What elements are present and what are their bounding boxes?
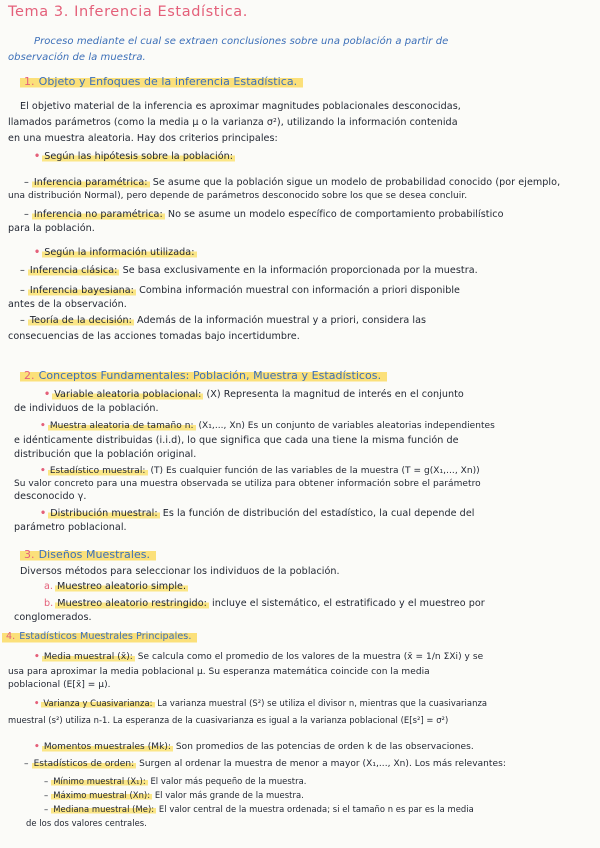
page-title: Tema 3. Inferencia Estadística. bbox=[8, 4, 248, 20]
est-line-2: Su valor concreto para una muestra observada se utiliza para obtener información sobre el parámetro bbox=[14, 479, 481, 489]
nonparam-line-1 bbox=[24, 209, 504, 221]
section-1-heading bbox=[20, 75, 303, 89]
section-4-title: Estadísticos Muestrales Principales. bbox=[19, 631, 192, 642]
dist-term: Distribución muestral: bbox=[50, 508, 158, 519]
media-term: Media muestral (x̄): bbox=[43, 652, 133, 662]
bullet-icon: • bbox=[40, 508, 47, 519]
dist-line-2: parámetro poblacional. bbox=[14, 522, 127, 533]
media-line-3: poblacional (E[x̄] = μ). bbox=[8, 680, 111, 690]
intro-line-1: Proceso mediante el cual se extraen conclusiones sobre una población a partir de bbox=[34, 36, 449, 47]
dash-icon: – bbox=[24, 177, 29, 188]
dash-icon: – bbox=[44, 790, 49, 800]
max-term: Máximo muestral (Xn): bbox=[53, 790, 151, 800]
va-text-1: (X) Representa la magnitud de interés en el conjunto bbox=[206, 389, 464, 400]
param-line-1 bbox=[24, 177, 560, 189]
section-2-heading bbox=[20, 369, 387, 383]
mom-text: Son promedios de las potencias de orden k de las observaciones. bbox=[175, 742, 474, 752]
va-line-1 bbox=[44, 389, 464, 401]
mas-term: Muestra aleatoria de tamaño n: bbox=[49, 421, 194, 431]
var-term: Varianza y Cuasivarianza: bbox=[43, 698, 153, 708]
bullet-icon: • bbox=[44, 389, 51, 400]
var-line-1 bbox=[34, 697, 487, 709]
med-text-1: El valor central de la muestra ordenada; si el tamaño n es par es la media bbox=[158, 804, 474, 814]
bullet-icon: • bbox=[34, 652, 40, 662]
mas-line-3: distribución que la población original. bbox=[14, 449, 197, 460]
s1-para-line-3: en una muestra aleatoria. Hay dos criterios principales: bbox=[8, 133, 278, 144]
bullet-icon: • bbox=[34, 742, 40, 752]
min-term: Mínimo muestral (X₁): bbox=[53, 776, 146, 786]
va-term: Variable aleatoria poblacional: bbox=[54, 389, 202, 400]
clasica-term: Inferencia clásica: bbox=[29, 265, 118, 276]
param-line-2: una distribución Normal), pero depende de parámetros desconocido sobre los que se desea concluir. bbox=[8, 191, 468, 201]
dash-icon: – bbox=[44, 804, 49, 814]
mas-line-2: e idénticamente distribuidas (i.i.d), lo que significa que cada una tiene la misma función de bbox=[14, 435, 459, 446]
mas-text-1: (X₁,..., Xn) Es un conjunto de variables aleatorias independientes bbox=[198, 421, 495, 431]
section-2-number: 2. bbox=[24, 369, 35, 382]
param-term: Inferencia paramétrica: bbox=[33, 177, 148, 188]
bullet-icon: • bbox=[34, 247, 41, 258]
bullet-icon: • bbox=[34, 151, 41, 162]
bullet-icon: • bbox=[40, 466, 46, 476]
bayes-line-1 bbox=[20, 285, 460, 297]
criterion-2-label: Según la información utilizada: bbox=[44, 247, 195, 258]
section-3-title: Diseños Muestrales. bbox=[38, 548, 151, 561]
section-1-number: 1. bbox=[24, 75, 35, 88]
max-line bbox=[44, 789, 304, 801]
item-a-letter: a. bbox=[44, 581, 54, 592]
s3-item-a bbox=[44, 581, 188, 593]
dist-line-1 bbox=[40, 508, 475, 520]
section-3-number: 3. bbox=[24, 548, 35, 561]
s1-criterion-1 bbox=[34, 151, 235, 163]
decision-text-1: Además de la información muestral y a priori, considera las bbox=[137, 315, 427, 326]
item-b-text-1: incluye el sistemático, el estratificado y el muestreo por bbox=[212, 598, 485, 609]
est-text-1: (T) Es cualquier función de las variables de la muestra (T = g(X₁,..., Xn)) bbox=[150, 466, 480, 476]
section-4-heading bbox=[2, 630, 197, 644]
param-text-1: Se asume que la población sigue un modelo de probabilidad conocido (por ejemplo, bbox=[152, 177, 561, 188]
mom-line bbox=[34, 741, 474, 753]
criterion-1-label: Según las hipótesis sobre la población: bbox=[44, 151, 234, 162]
section-1-title: Objeto y Enfoques de la inferencia Estadística. bbox=[38, 75, 298, 88]
med-term: Mediana muestral (Me): bbox=[53, 804, 155, 814]
bullet-icon: • bbox=[40, 421, 46, 431]
min-line bbox=[44, 775, 307, 787]
decision-line-2: consecuencias de las acciones tomadas bajo incertidumbre. bbox=[8, 331, 300, 342]
bayes-term: Inferencia bayesiana: bbox=[29, 285, 134, 296]
dash-icon: – bbox=[24, 209, 29, 220]
ord-text: Surgen al ordenar la muestra de menor a mayor (X₁,..., Xn). Los más relevantes: bbox=[139, 759, 506, 769]
ord-term: Estadísticos de orden: bbox=[33, 759, 135, 769]
dash-icon: – bbox=[24, 759, 29, 769]
ord-line bbox=[24, 758, 506, 770]
nonparam-text-1: No se asume un modelo específico de comportamiento probabilístico bbox=[167, 209, 504, 220]
s1-para-line-2: llamados parámetros (como la media μ o la varianza σ²), utilizando la información contenida bbox=[8, 117, 458, 128]
intro-line-2: observación de la muestra. bbox=[8, 52, 146, 63]
s1-criterion-2 bbox=[34, 247, 197, 259]
item-a-term: Muestreo aleatorio simple. bbox=[57, 581, 187, 592]
dash-icon: – bbox=[20, 285, 25, 296]
decision-term: Teoría de la decisión: bbox=[29, 315, 132, 326]
med-line-1 bbox=[44, 803, 474, 815]
nonparam-line-2: para la población. bbox=[8, 223, 95, 234]
item-b-term: Muestreo aleatorio restringido: bbox=[57, 598, 207, 609]
media-text-1: Se calcula como el promedio de los valores de la muestra (x̄ = 1/n ΣXi) y se bbox=[137, 652, 484, 662]
mas-line-1 bbox=[40, 420, 495, 432]
decision-line-1 bbox=[20, 315, 426, 327]
s1-para-line-1: El objetivo material de la inferencia es aproximar magnitudes poblacionales desconocidas, bbox=[20, 101, 461, 112]
media-line-2: usa para aproximar la media poblacional μ. Su esperanza matemática coincide con la media bbox=[8, 667, 430, 677]
s3-text: Diversos métodos para seleccionar los individuos de la población. bbox=[20, 566, 340, 577]
med-line-2: de los dos valores centrales. bbox=[26, 818, 147, 828]
clasica-line bbox=[20, 265, 478, 277]
item-b-letter: b. bbox=[44, 598, 54, 609]
max-text: El valor más grande de la muestra. bbox=[154, 790, 304, 800]
bayes-text-1: Combina información muestral con información a priori disponible bbox=[139, 285, 460, 296]
est-line-3: desconocido γ. bbox=[14, 491, 87, 502]
s3-item-b-line-2: conglomerados. bbox=[14, 612, 92, 623]
dash-icon: – bbox=[44, 776, 49, 786]
dash-icon: – bbox=[20, 315, 25, 326]
est-line-1 bbox=[40, 465, 480, 477]
nonparam-term: Inferencia no paramétrica: bbox=[33, 209, 163, 220]
min-text: El valor más pequeño de la muestra. bbox=[150, 776, 307, 786]
est-term: Estadístico muestral: bbox=[49, 466, 146, 476]
section-4-number: 4. bbox=[6, 631, 16, 642]
bullet-icon: • bbox=[34, 698, 40, 708]
var-line-2: muestral (s²) utiliza n-1. La esperanza de la cuasivarianza es igual a la varianza poblacional (E[s²] = σ²) bbox=[8, 715, 449, 725]
clasica-text: Se basa exclusivamente en la información proporcionada por la muestra. bbox=[122, 265, 478, 276]
var-text-1: La varianza muestral (S²) se utiliza el divisor n, mientras que la cuasivarianza bbox=[157, 698, 488, 708]
media-line-1 bbox=[34, 651, 483, 663]
s3-item-b bbox=[44, 598, 485, 610]
dash-icon: – bbox=[20, 265, 25, 276]
mom-term: Momentos muestrales (Mk): bbox=[43, 742, 171, 752]
va-line-2: de individuos de la población. bbox=[14, 403, 159, 414]
section-2-title: Conceptos Fundamentales: Población, Muestra y Estadísticos. bbox=[38, 369, 382, 382]
bayes-line-2: antes de la observación. bbox=[8, 299, 127, 310]
dist-text-1: Es la función de distribución del estadístico, la cual depende del bbox=[162, 508, 475, 519]
section-3-heading bbox=[20, 548, 156, 562]
